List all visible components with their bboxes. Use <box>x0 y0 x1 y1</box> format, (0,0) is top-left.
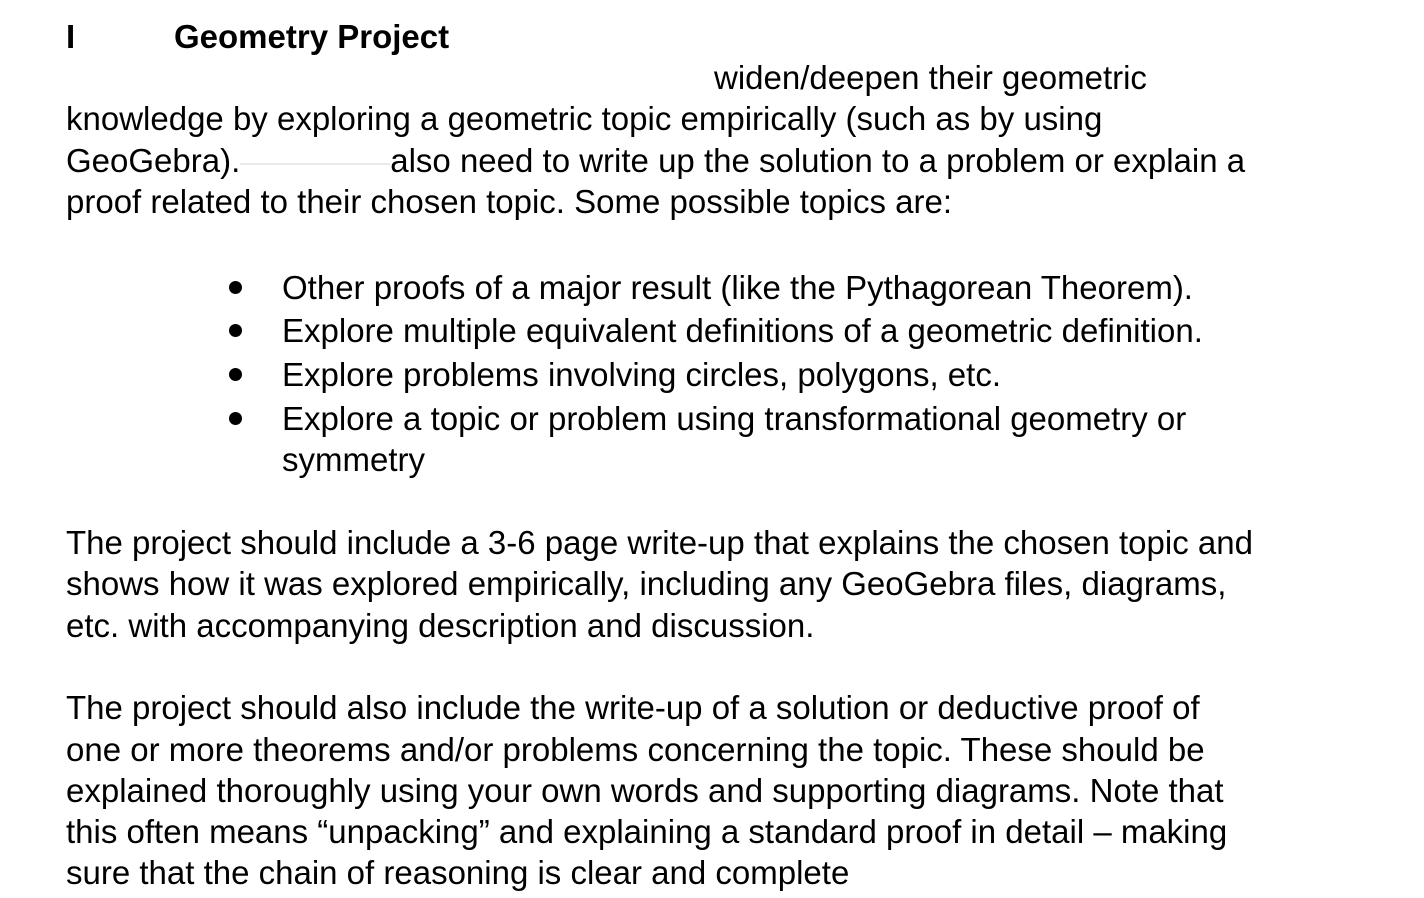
bullet-icon <box>229 412 242 425</box>
bullet-icon <box>229 324 242 337</box>
para2-line-2: shows how it was explored empirically, including any GeoGebra files, diagrams, <box>66 565 1227 602</box>
para2-line-3: etc. with accompanying description and discussion. <box>66 607 815 644</box>
para3-line-1: The project should also include the write-up of a solution or deductive proof of <box>66 689 1200 726</box>
para3-line-3: explained thoroughly using your own words and supporting diagrams. Note that <box>66 772 1224 809</box>
intro-line-3-end: also need to write up the solution to a problem or explain a <box>390 142 1246 179</box>
para3-line-4: this often means “unpacking” and explaining a standard proof in detail – making <box>66 813 1228 850</box>
document-title: Geometry Project <box>174 18 450 55</box>
topic-item-3: Explore problems involving circles, polygons, etc. <box>282 356 1001 393</box>
redacted-text <box>240 153 390 173</box>
intro-line-2: knowledge by exploring a geometric topic empirically (such as by using <box>66 100 1103 137</box>
intro-line-4: proof related to their chosen topic. Some possible topics are: <box>66 183 952 220</box>
intro-line-3 <box>66 140 1245 181</box>
intro-line-3-start: GeoGebra). <box>66 142 241 179</box>
para2-line-1: The project should include a 3-6 page write-up that explains the chosen topic and <box>66 524 1253 561</box>
topic-item-2: Explore multiple equivalent definitions of a geometric definition. <box>282 312 1203 349</box>
bullet-icon <box>229 281 242 294</box>
bullet-icon <box>229 368 242 381</box>
topic-item-1: Other proofs of a major result (like the Pythagorean Theorem). <box>282 269 1193 306</box>
intro-line-1: widen/deepen their geometric <box>714 59 1147 96</box>
para3-line-5: sure that the chain of reasoning is clear and complete <box>66 854 850 891</box>
topic-item-4: Explore a topic or problem using transformational geometry or <box>282 400 1187 437</box>
section-marker: I <box>66 18 76 55</box>
para3-line-2: one or more theorems and/or problems concerning the topic. These should be <box>66 731 1205 768</box>
topic-item-4-continued: symmetry <box>282 441 425 478</box>
